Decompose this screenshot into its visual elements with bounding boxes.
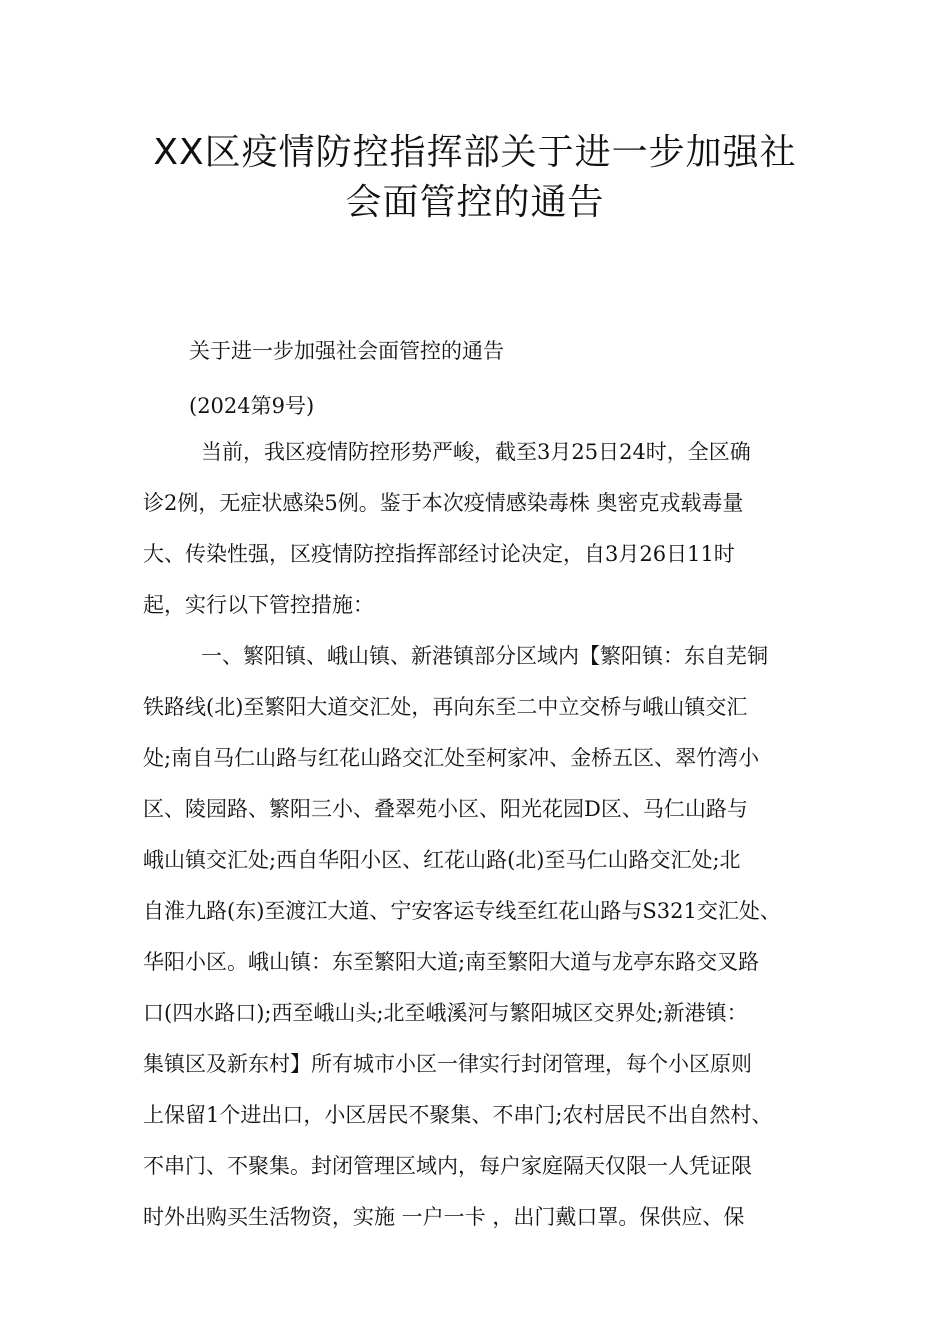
paragraph-1: [143, 427, 815, 631]
paragraph-2-line: 铁路线(北)至繁阳大道交汇处，再向东至二中立交桥与峨山镇交汇: [143, 695, 748, 719]
title-line-1: XX区疫情防控指挥部关于进一步加强社: [153, 132, 797, 173]
paragraph-2-line: 集镇区及新东村】所有城市小区一律实行封闭管理，每个小区原则: [143, 1052, 752, 1076]
title-line-2: 会面管控的通告: [345, 182, 605, 223]
notice-number: (2024第9号): [189, 394, 315, 418]
paragraph-2-line: 处;南自马仁山路与红花山路交汇处至柯家冲、金桥五区、翠竹湾小: [143, 746, 760, 770]
paragraph-2-line: 上保留1个进出口，小区居民不聚集、不串门;农村居民不出自然村、: [143, 1103, 773, 1127]
paragraph-2-line: 口(四水路口);西至峨山头;北至峨溪河与繁阳城区交界处;新港镇：: [143, 1001, 748, 1025]
paragraph-1-line: 起，实行以下管控措施：: [143, 593, 374, 617]
paragraph-1-line: 大、传染性强，区疫情防控指挥部经讨论决定，自3月26日11时: [143, 542, 735, 566]
paragraph-2: [143, 631, 815, 1243]
document-title: [60, 128, 890, 228]
paragraph-1-line: 诊2例，无症状感染5例。鉴于本次疫情感染毒株 奥密克戎载毒量: [143, 491, 744, 515]
paragraph-2-line: 华阳小区。峨山镇：东至繁阳大道;南至繁阳大道与龙亭东路交叉路: [143, 950, 760, 974]
notice-subtitle: 关于进一步加强社会面管控的通告: [189, 339, 504, 363]
body-paragraphs: [143, 427, 815, 1243]
paragraph-2-line: 自淮九路(东)至渡江大道、宁安客运专线至红花山路与S321交汇处、: [143, 899, 781, 923]
paragraph-1-line: 当前，我区疫情防控形势严峻，截至3月25日24时，全区确: [201, 440, 751, 464]
notice-header: [143, 336, 815, 421]
paragraph-2-line: 时外出购买生活物资，实施 一户一卡 ，出门戴口罩。保供应、保: [143, 1205, 745, 1229]
paragraph-2-line: 一、繁阳镇、峨山镇、新港镇部分区域内【繁阳镇：东自芜铜: [201, 644, 768, 668]
paragraph-2-line: 峨山镇交汇处;西自华阳小区、红花山路(北)至马仁山路交汇处;北: [143, 848, 741, 872]
paragraph-2-line: 区、陵园路、繁阳三小、叠翠苑小区、阳光花园D区、马仁山路与: [143, 797, 748, 821]
paragraph-2-line: 不串门、不聚集。封闭管理区域内，每户家庭隔天仅限一人凭证限: [143, 1154, 752, 1178]
